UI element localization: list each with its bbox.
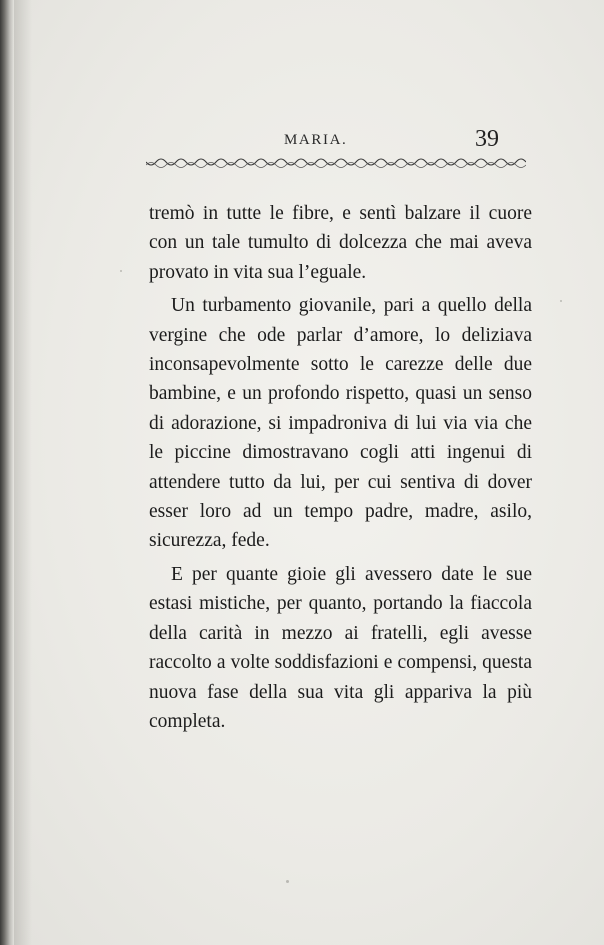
paragraph-1: tremò in tutte le fibre, e sentì balzare il cuore con un tale tumulto di dolcezza che mai aveva provato in vita sua l’eguale. [149,203,532,283]
paper-speck [120,270,122,272]
running-header [0,126,604,158]
paragraph-3: E per quante gioie gli avessero date le sue estasi mistiche, per quanto, portando la fiaccola della carità in mezzo ai fratelli, egli avesse raccolto a volte soddisfazioni e compensi, questa nuova fase della sua vita gli appariva la più completa. [149,563,532,732]
running-title: MARIA. [284,132,348,148]
page-number: 39 [475,126,499,152]
body-text [149,199,532,736]
paper-speck [286,880,289,883]
decorative-rule [146,158,526,170]
paragraph-2: Un turbamento giovanile, pari a quello della vergine che ode parlar d’amore, lo deliziava inconsapevolmente sotto le carezze delle due bambine, e un profondo rispetto, quasi un senso di adorazione, si impadroniva di lui via via che le piccine dimostravano cogli atti ingenui di attendere tutto da lui, per cui sentiva di dover esser loro ad un tempo padre, madre, asilo, sicurezza, fede. [149,295,532,552]
paper-speck [560,300,562,302]
